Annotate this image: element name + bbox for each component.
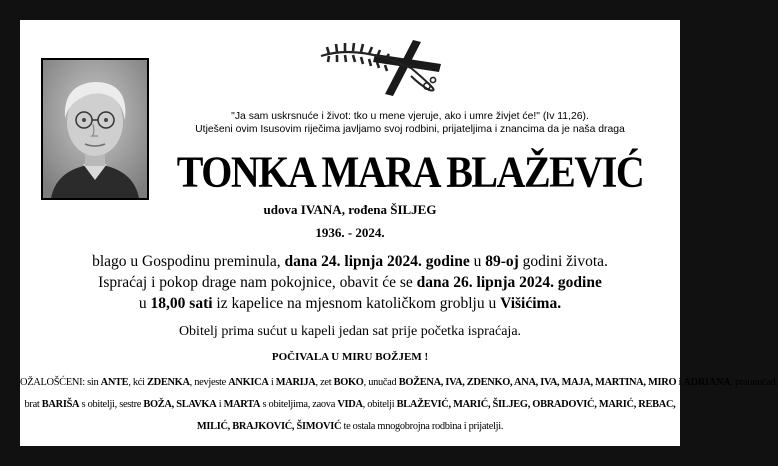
text-span: , unučad (363, 377, 399, 388)
text-span: u (138, 295, 151, 312)
obituary-notice (20, 20, 778, 446)
text-span: i (676, 377, 684, 388)
text-span: , praunučad, (730, 377, 778, 388)
mourner-name: MARTA (223, 399, 261, 410)
mourner-name: ZDENKA (147, 377, 190, 388)
text-span: OŽALOŠĆENI: sin (20, 377, 101, 388)
text-span: godini života. (518, 253, 608, 270)
text-span: te ostala mnogobrojna rodbina i prijatelji. (341, 421, 504, 432)
life-years: 1936. - 2024. (315, 225, 385, 240)
mourner-name: BOŽA, SLAVKA (143, 399, 217, 410)
announcement-line-3 (20, 294, 680, 313)
mourner-name: ANTE (100, 377, 129, 388)
text-span: iz kapelice na mjesnom katoličkom groblju u (212, 295, 501, 312)
death-date: dana 24. lipnja 2024. godine (284, 253, 470, 270)
text-span: brat (24, 399, 42, 410)
mourners-line-2 (20, 396, 680, 413)
portrait-photo (41, 58, 149, 200)
text-span: i (216, 399, 224, 410)
mourners-line-3 (20, 418, 680, 435)
mourner-name: BOŽENA, IVA, ZDENKO, ANA, IVA, MAJA, MARTINA, MIRO (398, 377, 677, 388)
text-span: Ispraćaj i pokop drage nam pokojnice, obavit će se (98, 274, 417, 291)
text-span: blago u Gospodinu preminula, (92, 253, 285, 270)
mourner-name: ADRIANA (683, 377, 731, 388)
mourners-line-1 (20, 374, 778, 391)
rest-in-peace: POČIVALA U MIRU BOŽJEM ! (271, 351, 429, 363)
widow-note: udova IVANA, rođena ŠILJEG (263, 202, 437, 217)
cross-with-palm-icon (319, 34, 447, 96)
text-span: , nevjeste (189, 377, 229, 388)
text-span: , zet (315, 377, 334, 388)
mourner-name: VIDA (337, 399, 363, 410)
funeral-time: 18,00 sati (150, 295, 213, 312)
family-names: BLAŽEVIĆ, MARIĆ, ŠILJEG, OBRADOVIĆ, MARIĆ, REBAC, (396, 399, 676, 410)
text-span: , obitelji (362, 399, 397, 410)
age: 89-oj (485, 253, 519, 270)
announcement-line-2 (20, 273, 680, 292)
text-span: i (268, 377, 276, 388)
family-names: MILIĆ, BRAJKOVIĆ, ŠIMOVIĆ (196, 421, 342, 432)
portrait-image (43, 60, 147, 198)
mourner-name: BOKO (333, 377, 364, 388)
quote-line-2: Utješeni ovim Isusovim riječima javljamo svoj rodbini, prijateljima i znancima da je naša draga (195, 124, 625, 135)
deceased-name: TONKA MARA BLAŽEVIĆ (176, 146, 644, 197)
bible-quote (150, 110, 670, 136)
condolences-note: Obitelj prima sućut u kapeli jedan sat prije početka ispraćaja. (178, 324, 522, 339)
mourner-name: ANKICA (228, 377, 269, 388)
text-span: s obitelji, sestre (79, 399, 144, 410)
announcement-line-1 (20, 252, 680, 271)
text-span: s obiteljima, zaova (260, 399, 338, 410)
mourner-name: BARIŠA (41, 399, 80, 410)
funeral-date: dana 26. lipnja 2024. godine (416, 274, 602, 291)
quote-line-1: "Ja sam uskrsnuće i život: tko u mene vjeruje, ako i umre živjet će!" (Iv 11,26). (231, 111, 589, 122)
funeral-place: Višićima. (500, 295, 562, 312)
mourner-name: MARIJA (275, 377, 316, 388)
text-span: , kći (128, 377, 147, 388)
text-span: u (469, 253, 486, 270)
